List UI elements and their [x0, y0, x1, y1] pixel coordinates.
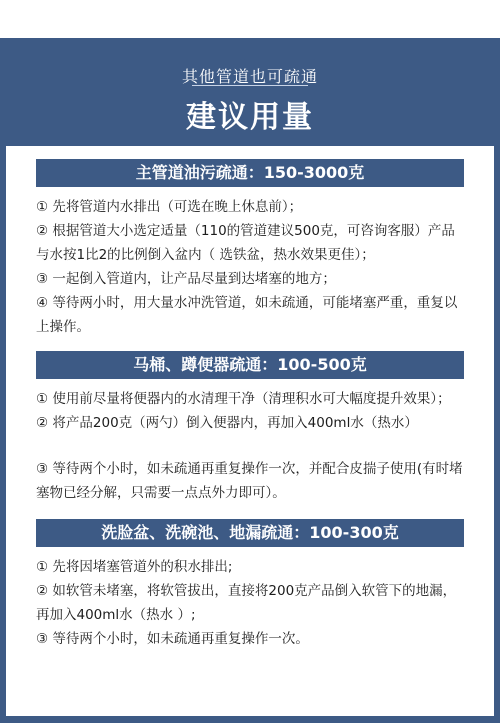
step-item: ② 如软管未堵塞，将软管拔出，直接将200克产品倒入软管下的地漏，再加入400ml水（热水 ）; [36, 583, 457, 623]
section-heading-amount: 100-500克 [277, 355, 367, 374]
step-item: ① 先将因堵塞管道外的积水排出; [36, 559, 233, 575]
step-item: ② 将产品200克（两勺）倒入便器内，再加入400ml水（热水） [36, 415, 418, 431]
usage-card [0, 38, 500, 723]
step-item: ④ 等待两小时，用大量水冲洗管道，如未疏通，可能堵塞严重，重复以上操作。 [36, 295, 458, 335]
subtitle-divider [192, 85, 308, 86]
step-item: ② 根据管道大小选定适量（110的管道建议500克，可咨询客服）产品与水按1比2的比例倒入盆内（ 选铁盆，热水效果更佳）； [36, 223, 455, 263]
step-item: ③ 等待两个小时，如未疏通再重复操作一次，并配合皮揣子使用(有时堵塞物已经分解，只需要一点点外力即可）。 [36, 461, 463, 501]
section-steps-toilet [36, 387, 464, 505]
section-heading-amount: 150-3000克 [263, 163, 365, 182]
hero-title: 建议用量 [186, 100, 314, 135]
section-heading-toilet [36, 351, 464, 379]
hero-banner [6, 38, 494, 146]
step-item: ① 使用前尽量将便器内的水清理干净（清理积水可大幅度提升效果）； [36, 391, 451, 407]
step-item: ③ 等待两个小时，如未疏通再重复操作一次。 [36, 631, 309, 647]
hero-subtitle: 其他管道也可疏通 [181, 67, 318, 86]
instructions-panel [6, 146, 494, 716]
step-item: ① 先将管道内水排出（可选在晚上休息前）； [36, 199, 303, 215]
section-heading-label: 马桶、蹲便器疏通： [133, 355, 278, 374]
step-item: ③ 一起倒入管道内，让产品尽量到达堵塞的地方； [36, 271, 336, 287]
section-heading-label: 洗脸盆、洗碗池、地漏疏通： [101, 523, 310, 542]
step-spacer [36, 435, 464, 457]
top-margin [0, 0, 500, 38]
section-steps-main-pipe [36, 195, 464, 339]
section-heading-main-pipe [36, 159, 464, 187]
section-heading-label: 主管道油污疏通： [135, 163, 264, 182]
section-heading-amount: 100-300克 [309, 523, 399, 542]
section-heading-basin [36, 519, 464, 547]
section-steps-basin [36, 555, 464, 651]
